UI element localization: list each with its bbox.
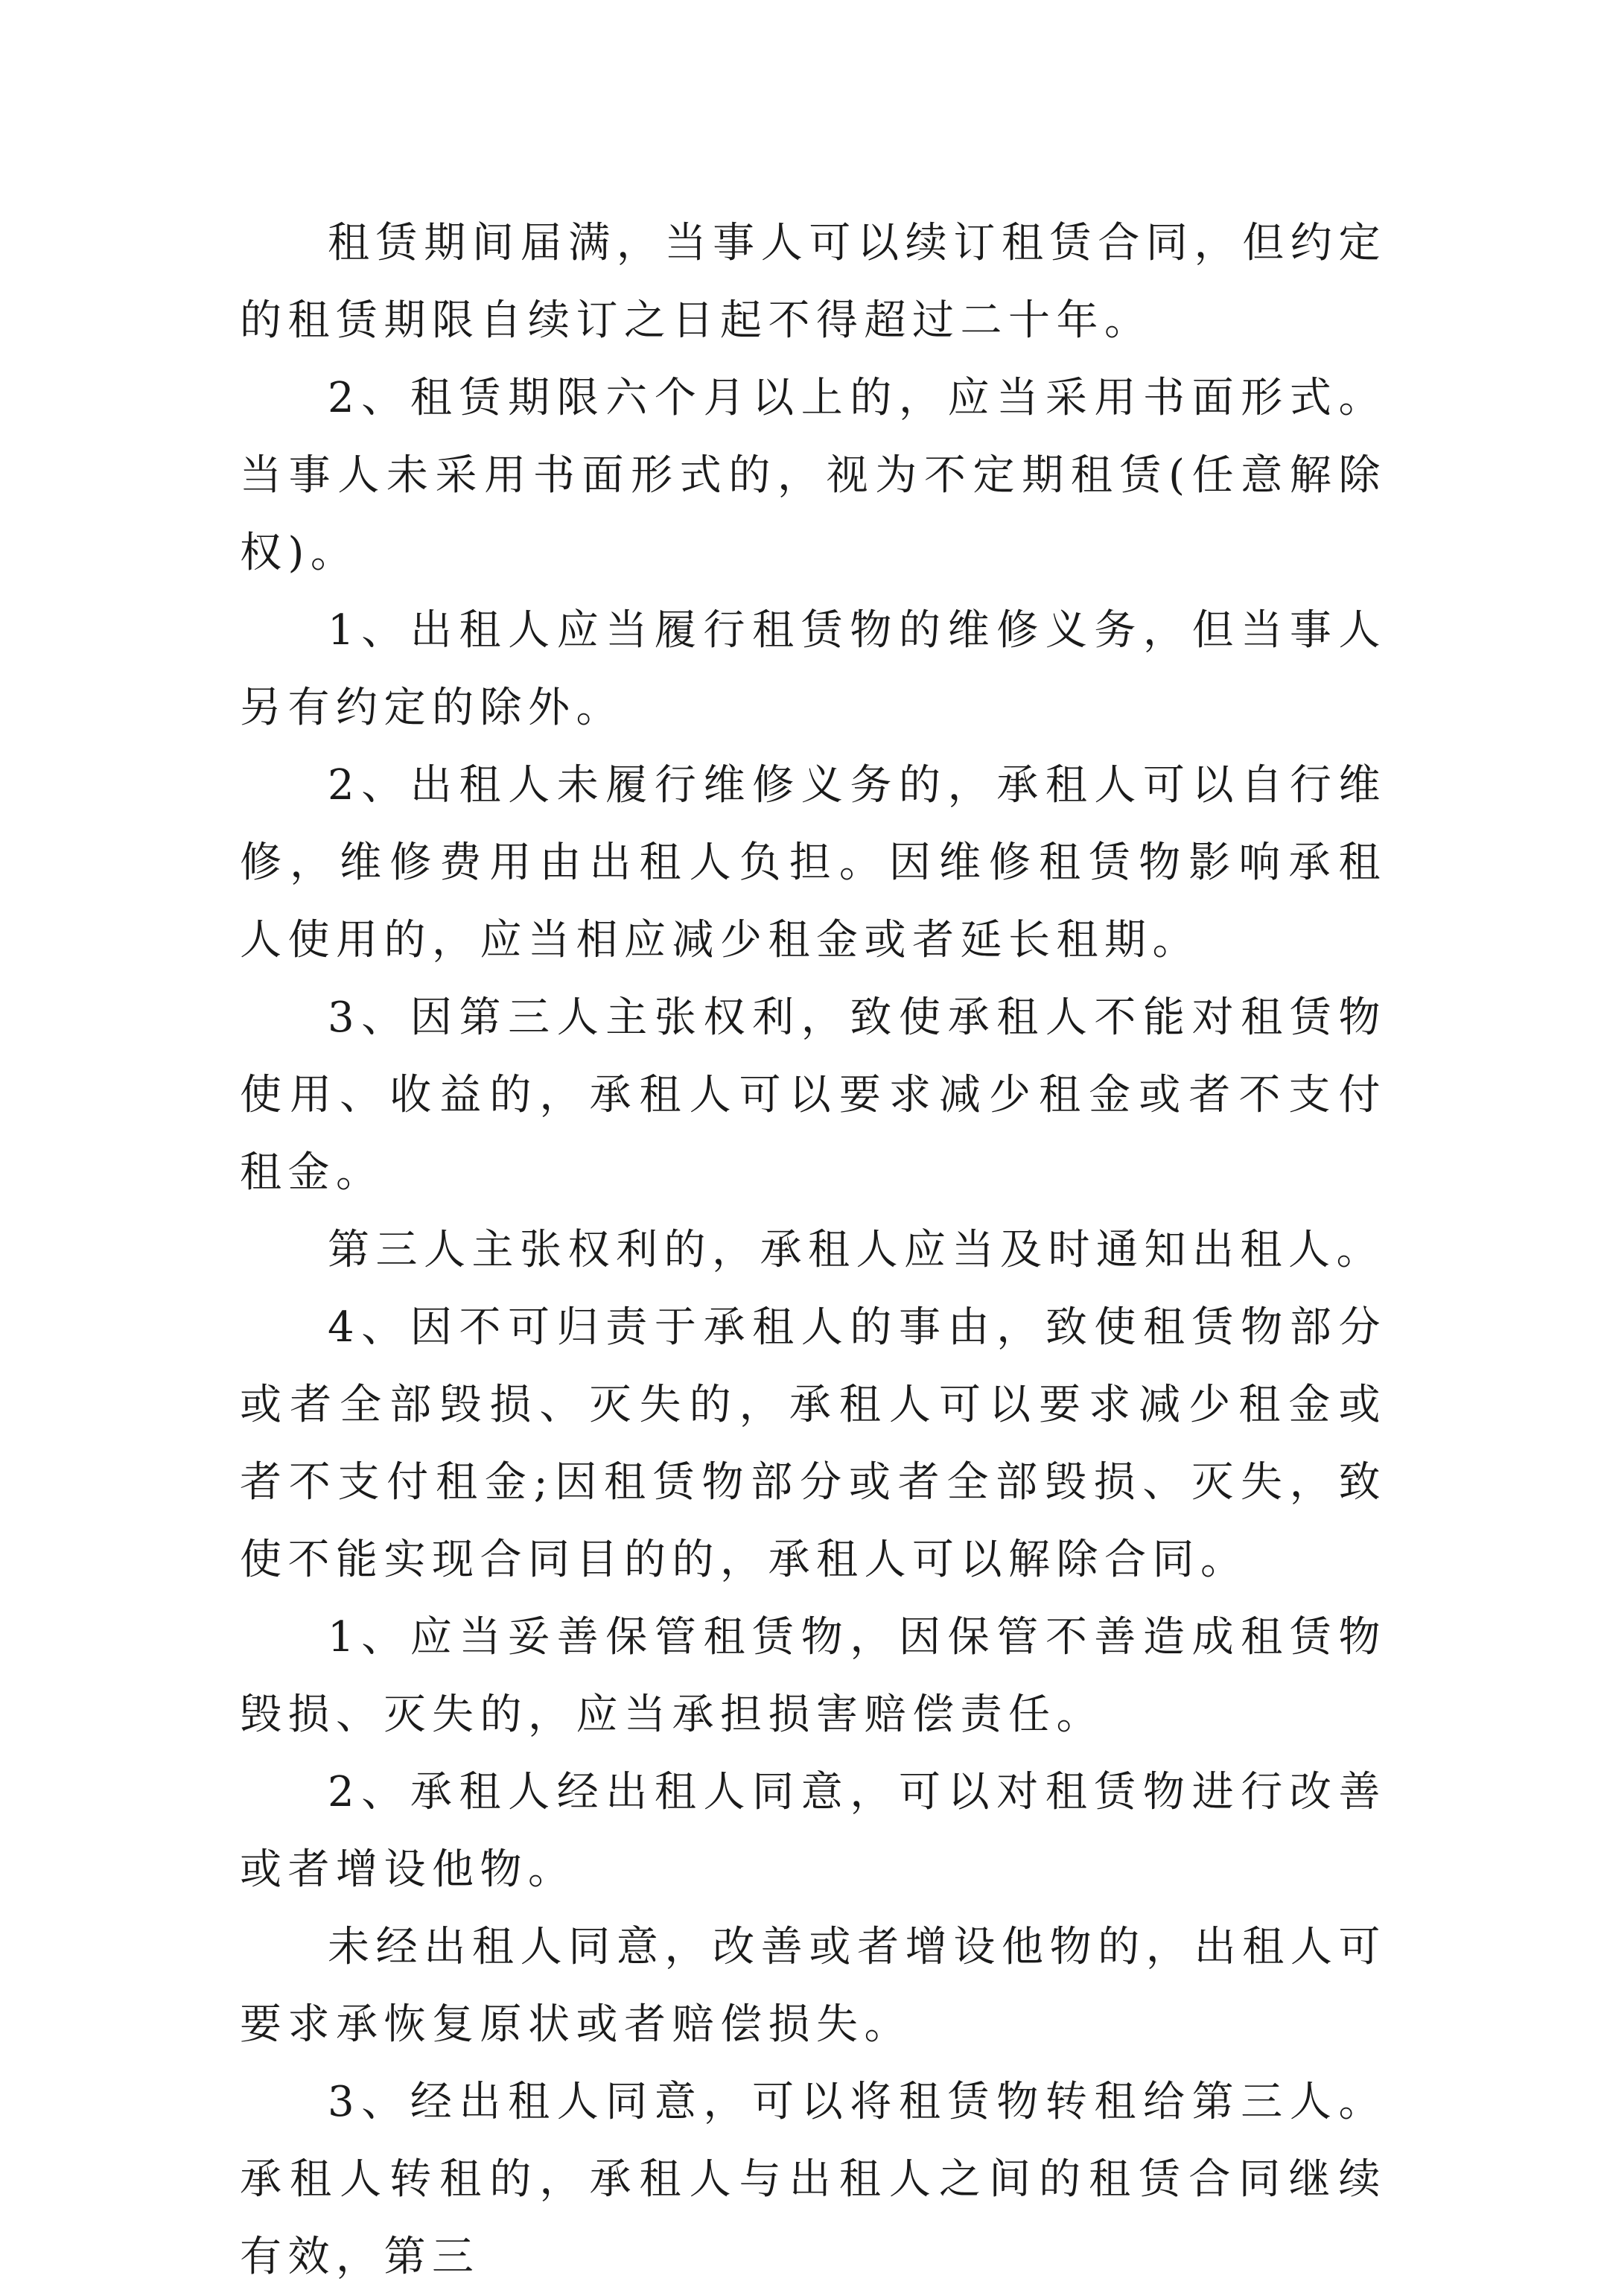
paragraph-1: 租赁期间届满，当事人可以续订租赁合同，但约定的租赁期限自续订之日起不得超过二十年。: [240, 219, 1387, 345]
document-body: [240, 205, 1387, 2296]
paragraph-3: 1、出租人应当履行租赁物的维修义务，但当事人另有约定的除外。: [240, 606, 1387, 732]
paragraph-4: 2、出租人未履行维修义务的，承租人可以自行维修，维修费用由出租人负担。因维修租赁物影响承租人使用的，应当相应减少租金或者延长租期。: [240, 761, 1387, 964]
paragraph-8: 1、应当妥善保管租赁物，因保管不善造成租赁物毁损、灭失的，应当承担损害赔偿责任。: [240, 1613, 1387, 1739]
paragraph-6: 第三人主张权利的，承租人应当及时通知出租人。: [328, 1226, 1384, 1274]
paragraph-9: 2、承租人经出租人同意，可以对租赁物进行改善或者增设他物。: [240, 1768, 1387, 1894]
paragraph-5: 3、因第三人主张权利，致使承租人不能对租赁物使用、收益的，承租人可以要求减少租金或者不支付租金。: [240, 993, 1387, 1197]
paragraph-7: 4、因不可归责于承租人的事由，致使租赁物部分或者全部毁损、灭失的，承租人可以要求减少租金或者不支付租金;因租赁物部分或者全部毁损、灭失，致使不能实现合同目的的，承租人可以解除合同。: [240, 1303, 1387, 1584]
paragraph-2: 2、租赁期限六个月以上的，应当采用书面形式。当事人未采用书面形式的，视为不定期租赁(任意解除权)。: [240, 374, 1387, 577]
paragraph-11: 3、经出租人同意，可以将租赁物转租给第三人。承租人转租的，承租人与出租人之间的租赁合同继续有效，第三: [240, 2078, 1387, 2281]
paragraph-10: 未经出租人同意，改善或者增设他物的，出租人可要求承恢复原状或者赔偿损失。: [240, 1923, 1387, 2049]
